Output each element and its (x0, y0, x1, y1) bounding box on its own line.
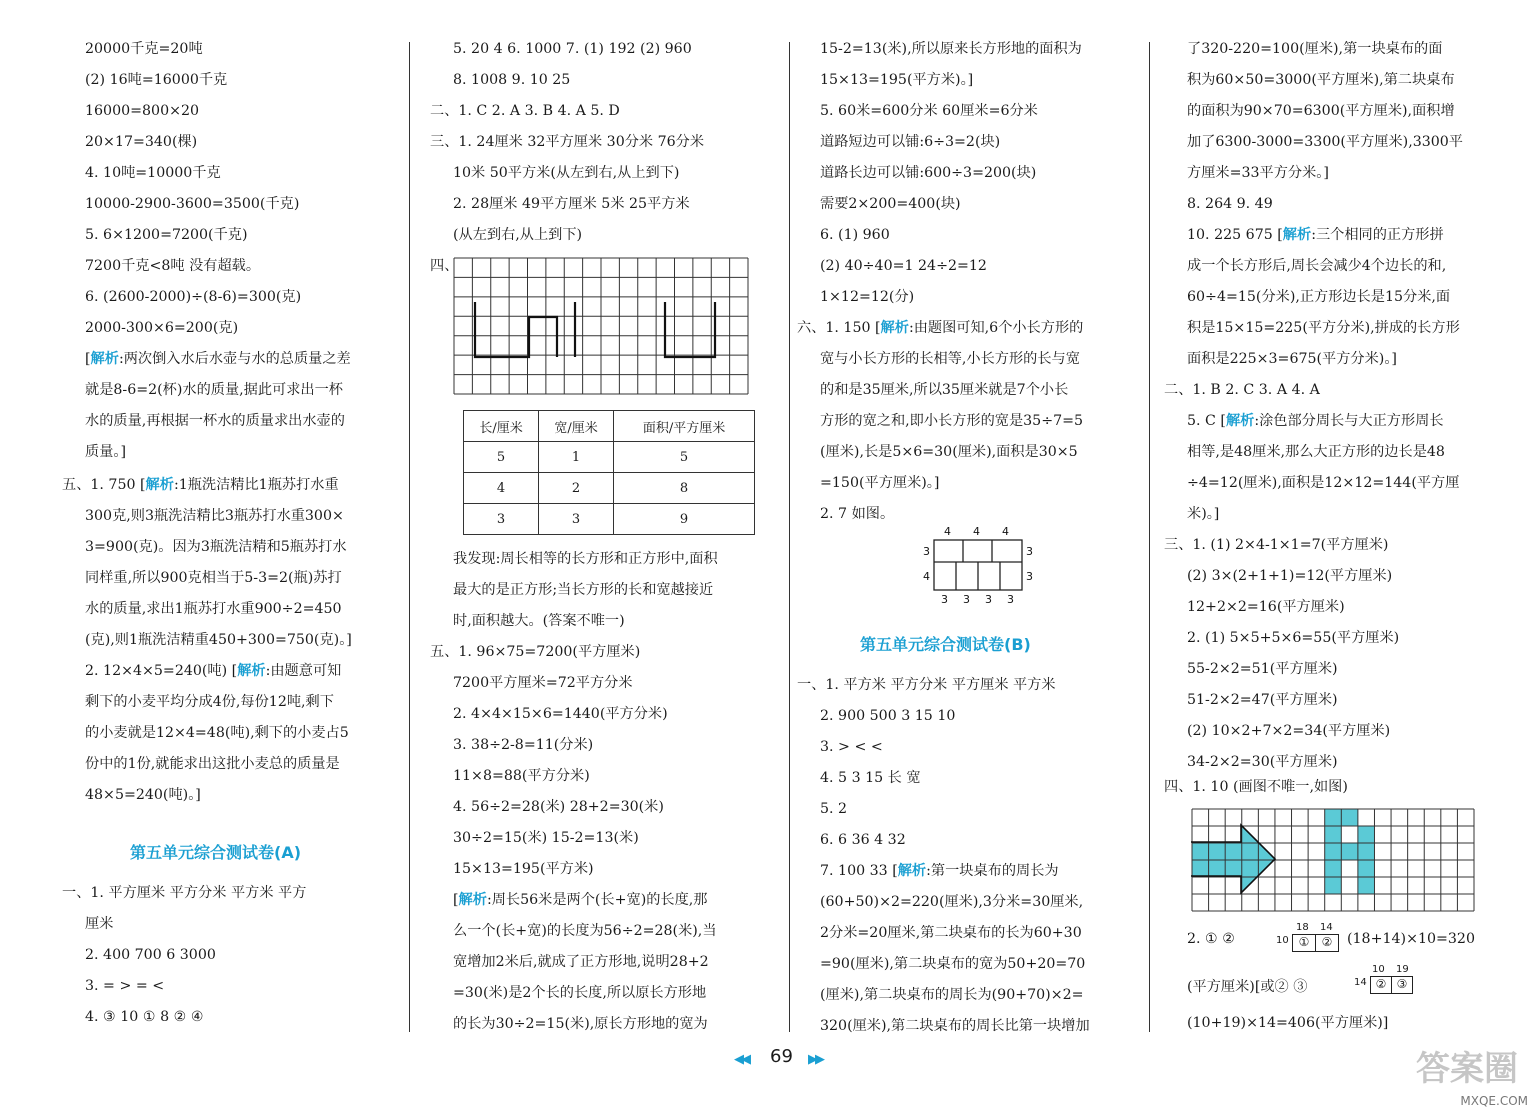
page-number: 69 (770, 1046, 793, 1067)
table-cell: 3 (539, 504, 614, 535)
text-line: 方厘米=33平方分米。] (1187, 165, 1329, 181)
text-line: 5. C [解析:涂色部分周长与大正方形周长 (1187, 413, 1444, 429)
text-line: [解析:周长56米是两个(长+宽)的长度,那 (453, 892, 708, 908)
text-line: 30÷2=15(米) 15-2=13(米) (453, 830, 639, 846)
analysis-tag: 解析 (458, 892, 487, 908)
text-line: 时,面积越大。(答案不唯一) (453, 613, 625, 629)
column-divider-3 (1149, 42, 1150, 1032)
text-line: (2) 16吨=16000千克 (85, 72, 228, 88)
text-line: 3=900(克)。因为3瓶洗洁精和5瓶苏打水 (85, 539, 347, 555)
fig-label: 4 (1002, 525, 1009, 538)
text-line: 4. 56÷2=28(米) 28+2=30(米) (453, 799, 664, 815)
column-divider-1 (409, 42, 410, 1032)
text-line: (厘米),长是5×6=30(厘米),面积是30×5 (820, 444, 1078, 460)
text-line: [解析:两次倒入水后水壶与水的总质量之差 (85, 351, 351, 367)
text-line: 10米 50平方米(从左到右,从上到下) (453, 165, 680, 181)
text-line: 的和是35厘米,所以35厘米就是7个小长 (820, 382, 1069, 398)
analysis-tag: 解析 (237, 663, 266, 679)
grid-figure-rectangles (453, 257, 749, 395)
text-line: 剩下的小麦平均分成4份,每份12吨,剩下 (85, 694, 334, 710)
rectangle-split-figure (920, 522, 1040, 608)
text-line: 质量。] (85, 444, 126, 460)
section-title-a: 第五单元综合测试卷(A) (130, 843, 302, 862)
text-line: 二、1. C 2. A 3. B 4. A 5. D (430, 103, 620, 119)
table-header: 宽/厘米 (539, 411, 614, 442)
mini-label: 14 (1354, 977, 1367, 988)
fig-label: 3 (1026, 545, 1033, 558)
mini-label: 10 (1372, 964, 1385, 975)
text-line: (2) 40÷40=1 24÷2=12 (820, 258, 987, 274)
colored-grid-figure (1191, 808, 1475, 912)
text-line: 的小麦就是12×4=48(吨),剩下的小麦占5 (85, 725, 349, 741)
analysis-tag: 解析 (1225, 413, 1255, 429)
text-line: 道路短边可以铺:6÷3=2(块) (820, 134, 1001, 150)
text-line: 5. 60米=600分米 60厘米=6分米 (820, 103, 1038, 119)
text-line: =30(米)是2个长的长度,所以原长方形地 (453, 985, 707, 1001)
text-line: (从左到右,从上到下) (453, 227, 583, 243)
text-line: 12+2×2=16(平方厘米) (1187, 599, 1345, 615)
text-line: 3. = > = < (85, 978, 165, 994)
text-line: 4. ③ 10 ① 8 ② ④ (85, 1009, 204, 1025)
watermark-brand: 答案圈 (1416, 1049, 1518, 1089)
text-line: 么一个(长+宽)的长度为56÷2=28(米),当 (453, 923, 717, 939)
mini-figure-2 (1354, 964, 1426, 996)
analysis-tag: 解析 (90, 351, 119, 367)
fig-label: 3 (963, 593, 970, 606)
mini-box: ① (1292, 934, 1316, 952)
mini-label: 14 (1320, 922, 1333, 933)
text-line: 2. 28厘米 49平方厘米 5米 25平方米 (453, 196, 690, 212)
text-line: 55-2×2=51(平方厘米) (1187, 661, 1338, 677)
text-line: 7200千克<8吨 没有超载。 (85, 258, 261, 274)
text-line: 6. (2600-2000)÷(8-6)=300(克) (85, 289, 302, 305)
text-line: 2. (1) 5×5+5×6=55(平方厘米) (1187, 630, 1400, 646)
text-line: 同样重,所以900克相当于5-3=2(瓶)苏打 (85, 570, 342, 586)
mini-figure-1 (1276, 924, 1342, 954)
mini-label: 18 (1296, 922, 1309, 933)
fig-label: 4 (944, 525, 951, 538)
text-line: 加了6300-3000=3300(平方厘米),3300平 (1187, 134, 1463, 150)
text-line: 五、1. 750 [解析:1瓶洗洁精比1瓶苏打水重 (62, 477, 339, 493)
text-line: 水的质量,再根据一杯水的质量求出水壶的 (85, 413, 345, 429)
text-line: 积为60×50=3000(平方厘米),第二块桌布 (1187, 72, 1455, 88)
text-line: 面积是225×3=675(平方分米)。] (1187, 351, 1397, 367)
mini-box: ② (1315, 934, 1339, 952)
section-title-b: 第五单元综合测试卷(B) (860, 635, 1031, 654)
text-line: 34-2×2=30(平方厘米) (1187, 754, 1338, 770)
text-line: 15×13=195(平方米)。] (820, 72, 974, 88)
text-line: 10. 225 675 [解析:三个相同的正方形拼 (1187, 227, 1444, 243)
text-line: 1×12=12(分) (820, 289, 915, 305)
text-line: 2. 400 700 6 3000 (85, 947, 216, 963)
text-line: 4. 5 3 15 长 宽 (820, 770, 921, 786)
text-line: 3. > < < (820, 739, 883, 755)
table-header: 长/厘米 (464, 411, 539, 442)
text-line: 11×8=88(平方分米) (453, 768, 590, 784)
text-line: (克),则1瓶洗洁精重450+300=750(克)。] (85, 632, 352, 648)
text-line: 三、1. 24厘米 32平方厘米 30分米 76分米 (430, 134, 705, 150)
text-line: 5. 6×1200=7200(千克) (85, 227, 248, 243)
text-line: (平方厘米)[或② ③ (1187, 979, 1308, 995)
text-line: 2. 900 500 3 15 10 (820, 708, 956, 724)
text-line: 水的质量,求出1瓶苏打水重900÷2=450 (85, 601, 342, 617)
column-divider-2 (789, 42, 790, 1032)
mini-label: 19 (1396, 964, 1409, 975)
text-line: 了320-220=100(厘米),第一块桌布的面 (1187, 41, 1443, 57)
text-line: 我发现:周长相等的长方形和正方形中,面积 (453, 551, 718, 567)
text-line: 2. 7 如图。 (820, 506, 895, 522)
text-line: 8. 264 9. 49 (1187, 196, 1273, 212)
table-cell: 3 (464, 504, 539, 535)
mini-label: 10 (1276, 935, 1289, 946)
text-line: 7. 100 33 [解析:第一块桌布的周长为 (820, 863, 1059, 879)
text-line: ÷4=12(厘米),面积是12×12=144(平方厘 (1187, 475, 1460, 491)
table-cell: 9 (614, 504, 755, 535)
text-line: 2000-300×6=200(克) (85, 320, 239, 336)
text-line: 五、1. 96×75=7200(平方厘米) (430, 644, 641, 660)
prev-page-arrows[interactable]: ◀◀ (734, 1052, 748, 1067)
analysis-tag: 解析 (880, 320, 909, 336)
analysis-tag: 解析 (897, 863, 927, 879)
text-line: 二、1. B 2. C 3. A 4. A (1164, 382, 1320, 398)
fig-label: 3 (941, 593, 948, 606)
text-line: 6. 6 36 4 32 (820, 832, 906, 848)
text-line: 方形的宽之和,即小长方形的宽是35÷7=5 (820, 413, 1084, 429)
text-line: =150(平方厘米)。] (820, 475, 940, 491)
text-line: 四、 (430, 258, 459, 274)
text-line: 20000千克=20吨 (85, 41, 203, 57)
text-line: 8. 1008 9. 10 25 (453, 72, 571, 88)
text-line: 的面积为90×70=6300(平方厘米),面积增 (1187, 103, 1455, 119)
table-cell: 5 (614, 442, 755, 473)
text-line: (60+50)×2=220(厘米),3分米=30厘米, (820, 894, 1084, 910)
text-line: (2) 3×(2+1+1)=12(平方厘米) (1187, 568, 1393, 584)
fig-label: 4 (923, 570, 930, 583)
text-line: 厘米 (85, 916, 114, 932)
text-line: 一、1. 平方厘米 平方分米 平方米 平方 (62, 885, 307, 901)
fig-label: 3 (985, 593, 992, 606)
text-line: 7200平方厘米=72平方分米 (453, 675, 633, 691)
text-line: 48×5=240(吨)。] (85, 787, 201, 803)
table-cell: 8 (614, 473, 755, 504)
text-line: 米)。] (1187, 506, 1220, 522)
area-table (463, 410, 755, 535)
text-line: 宽与小长方形的长相等,小长方形的长与宽 (820, 351, 1080, 367)
mini-box: ② (1370, 976, 1392, 994)
text-line: 320(厘米),第二块桌布的周长比第一块增加 (820, 1018, 1090, 1034)
table-header: 面积/平方厘米 (614, 411, 755, 442)
text-line: =90(厘米),第二块桌布的宽为50+20=70 (820, 956, 1086, 972)
text-line: 宽增加2米后,就成了正方形地,说明28+2 (453, 954, 709, 970)
text-line: 300克,则3瓶洗洁精比3瓶苏打水重300× (85, 508, 344, 524)
text-line: 积是15×15=225(平方分米),拼成的长方形 (1187, 320, 1460, 336)
table-cell: 1 (539, 442, 614, 473)
text-line: 一、1. 平方米 平方分米 平方厘米 平方米 (797, 677, 1056, 693)
text-line: 60÷4=15(分米),正方形边长是15分米,面 (1187, 289, 1451, 305)
text-line: 20×17=340(棵) (85, 134, 198, 150)
text-line: 六、1. 150 [解析:由题图可知,6个小长方形的 (797, 320, 1084, 336)
text-line: 2. 12×4×5=240(吨) [解析:由题意可知 (85, 663, 342, 679)
table-cell: 2 (539, 473, 614, 504)
text-line: 5. 2 (820, 801, 848, 817)
next-page-arrows[interactable]: ▶▶ (808, 1052, 822, 1067)
text-line: (2) 10×2+7×2=34(平方厘米) (1187, 723, 1391, 739)
text-line: 相等,是48厘米,那么大正方形的边长是48 (1187, 444, 1445, 460)
mini-box: ③ (1391, 976, 1413, 994)
text-line: 5. 20 4 6. 1000 7. (1) 192 (2) 960 (453, 41, 692, 57)
text-line: 6. (1) 960 (820, 227, 890, 243)
text-line: 份中的1份,就能求出这批小麦总的质量是 (85, 756, 340, 772)
text-line: (18+14)×10=320 (1347, 931, 1475, 947)
text-line: 15-2=13(米),所以原来长方形地的面积为 (820, 41, 1082, 57)
text-line: 最大的是正方形;当长方形的长和宽越接近 (453, 582, 714, 598)
text-line: 3. 38÷2-8=11(分米) (453, 737, 594, 753)
fig-label: 4 (973, 525, 980, 538)
text-line: 16000=800×20 (85, 103, 200, 119)
text-line: 道路长边可以铺:600÷3=200(块) (820, 165, 1037, 181)
text-line: 三、1. (1) 2×4-1×1=7(平方厘米) (1164, 537, 1389, 553)
fig-label: 3 (1007, 593, 1014, 606)
text-line: 2. 4×4×15×6=1440(平方分米) (453, 706, 668, 722)
text-line: 10000-2900-3600=3500(千克) (85, 196, 300, 212)
fig-label: 3 (923, 545, 930, 558)
fig-label: 3 (1026, 570, 1033, 583)
text-line: 51-2×2=47(平方厘米) (1187, 692, 1338, 708)
watermark-site: MXQE.COM (1460, 1094, 1528, 1108)
text-line: 4. 10吨=10000千克 (85, 165, 221, 181)
text-line: 需要2×200=400(块) (820, 196, 961, 212)
analysis-tag: 解析 (1282, 227, 1312, 243)
analysis-tag: 解析 (145, 477, 174, 493)
text-line: 2. ① ② (1187, 931, 1235, 947)
text-line: (10+19)×14=406(平方厘米)] (1187, 1015, 1389, 1031)
text-line: 的长为30÷2=15(米),原长方形地的宽为 (453, 1016, 708, 1032)
text-line: 就是8-6=2(杯)水的质量,据此可求出一杯 (85, 382, 343, 398)
text-line: 成一个长方形后,周长会减少4个边长的和, (1187, 258, 1447, 274)
text-line: 2分米=20厘米,第二块桌布的长为60+30 (820, 925, 1082, 941)
table-cell: 5 (464, 442, 539, 473)
text-line: 四、1. 10 (画图不唯一,如图) (1164, 779, 1348, 795)
text-line: 15×13=195(平方米) (453, 861, 594, 877)
text-line: (厘米),第二块桌布的周长为(90+70)×2= (820, 987, 1084, 1003)
table-cell: 4 (464, 473, 539, 504)
